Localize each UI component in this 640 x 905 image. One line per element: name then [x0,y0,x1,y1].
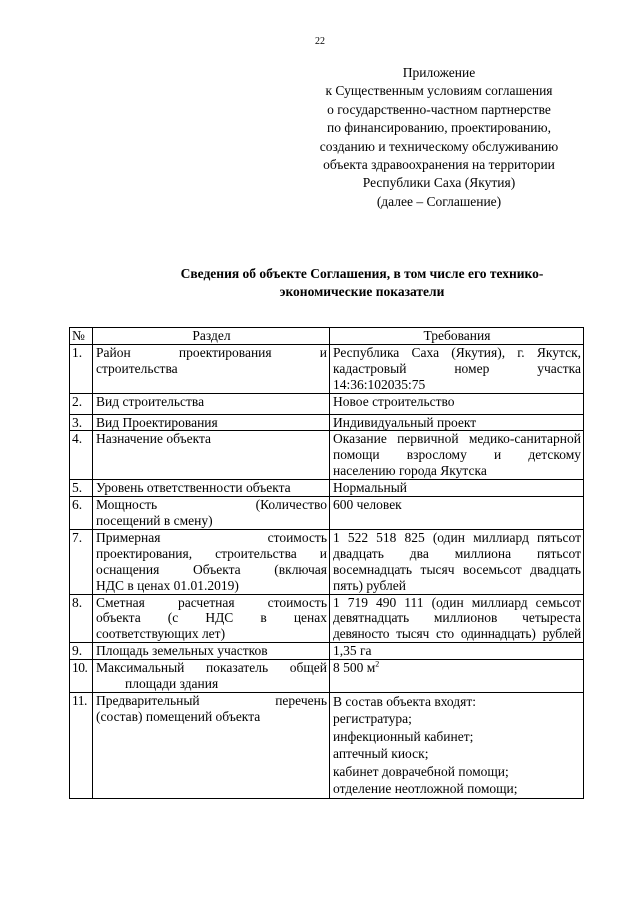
appendix-line: по финансированию, проектированию, [327,120,551,136]
requirement-line: населению города Якутска [333,463,487,479]
appendix-line: Республики Саха (Якутия) [362,175,516,191]
requirement-line: В состав объекта входят: [333,693,477,709]
header-number: № [70,328,93,345]
row-requirement: Новое строительство [330,393,584,414]
requirement-line: девяносто тысяч сто одиннадцать) рублей [333,626,581,642]
section-line: Максимальный показатель общей [96,660,327,676]
table-row [70,393,584,414]
section-line: площади здания [125,676,219,692]
appendix-line: о государственно-частном партнерстве [327,101,551,117]
requirement-line: двадцать два миллиона пятьсот [333,545,581,561]
table-row [70,497,584,530]
title-line: экономические показатели [279,284,445,299]
row-section: Уровень ответственности объекта [93,480,330,497]
appendix-line: Приложение [402,65,476,80]
row-requirement [330,692,584,798]
row-number: 5. [70,480,93,497]
row-requirement: Нормальный [330,480,584,497]
row-section: Площадь земельных участков [93,643,330,660]
row-requirement [330,431,584,480]
requirement-line: 14:36:102035:75 [333,376,426,392]
row-number: 9. [70,643,93,660]
section-line: Предварительный перечень [96,692,327,708]
row-number: 6. [70,497,93,530]
table-row [70,529,584,594]
table-row [70,431,584,480]
row-section [93,594,330,643]
row-number: 8. [70,594,93,643]
requirement-line: кадастровый номер участка [333,360,581,376]
title-line: Сведения об объекте Соглашения, в том числе его технико- [180,266,544,281]
row-section [93,692,330,798]
row-number: 11. [70,692,93,798]
section-line: Примерная стоимость [96,529,327,545]
row-requirement [330,660,584,693]
row-section [93,660,330,693]
row-requirement: Индивидуальный проект [330,414,584,431]
table-row [70,480,584,497]
table-header-row [70,328,584,345]
row-section: Вид строительства [93,393,330,414]
requirement-line: Республика Саха (Якутия), г. Якутск, [333,344,581,360]
requirement-line: 1 522 518 825 (один миллиард пятьсот [333,529,581,545]
requirement-line: инфекционный кабинет; [333,728,474,744]
section-line: посещений в смену) [96,512,213,528]
table-row [70,692,584,798]
section-line: строительства [96,360,178,376]
table-row [70,594,584,643]
requirement-line: помощи взрослому и детскому [333,447,581,463]
row-section: Назначение объекта [93,431,330,480]
section-line: оснащения Объекта (включая [96,561,327,577]
appendix-header [296,64,582,211]
section-line: проектирования, строительства и [96,545,327,561]
appendix-line: созданию и техническому обслуживанию [319,138,559,154]
requirement-line: кабинет доврачебной помощи; [333,763,509,779]
table-row [70,660,584,693]
appendix-line: к Существенным условиям соглашения [325,83,553,99]
requirement-line: девятнадцать миллионов четыреста [333,610,581,626]
requirement-line: аптечный киоск; [333,746,429,762]
row-number: 4. [70,431,93,480]
requirement-line: восемнадцать тысяч восемьсот двадцать [333,561,581,577]
row-requirement [330,594,584,643]
requirement-line: отделение неотложной помощи; [333,781,518,797]
row-number: 3. [70,414,93,431]
document-title [120,265,604,301]
page-number: 22 [315,36,325,47]
row-section: Вид Проектирования [93,414,330,431]
row-number: 7. [70,529,93,594]
table-row [70,414,584,431]
row-requirement: 1,35 га [330,643,584,660]
section-line: Сметная расчетная стоимость [96,594,327,610]
area-value: 8 500 м [333,660,376,676]
requirements-table [69,327,584,799]
row-requirement [330,529,584,594]
row-number: 2. [70,393,93,414]
requirement-line: регистратура; [333,711,412,727]
requirement-line: пять) рублей [333,577,406,593]
row-requirement [330,344,584,393]
requirement-line: 1 719 490 111 (один миллиард семьсот [333,594,581,610]
section-line: Район проектирования и [96,344,327,360]
appendix-line: объекта здравоохранения на территории [323,157,555,173]
section-line: (состав) помещений объекта [96,708,261,724]
row-number: 1. [70,344,93,393]
appendix-line: (далее – Соглашение) [376,193,502,209]
section-line: объекта (с НДС в ценах [96,610,327,626]
header-requirements: Требования [330,328,584,345]
table-row [70,643,584,660]
row-number: 10. [70,660,93,693]
section-line: НДС в ценах 01.01.2019) [96,577,239,593]
row-section [93,344,330,393]
row-requirement: 600 человек [330,497,584,530]
section-line: Мощность (Количество [96,497,327,513]
section-line: соответствующих лет) [96,626,226,642]
requirement-line: Оказание первичной медико-санитарной [333,431,581,447]
row-section [93,529,330,594]
header-section: Раздел [93,328,330,345]
area-unit-exponent: 2 [375,659,380,669]
row-section [93,497,330,530]
table-row [70,344,584,393]
